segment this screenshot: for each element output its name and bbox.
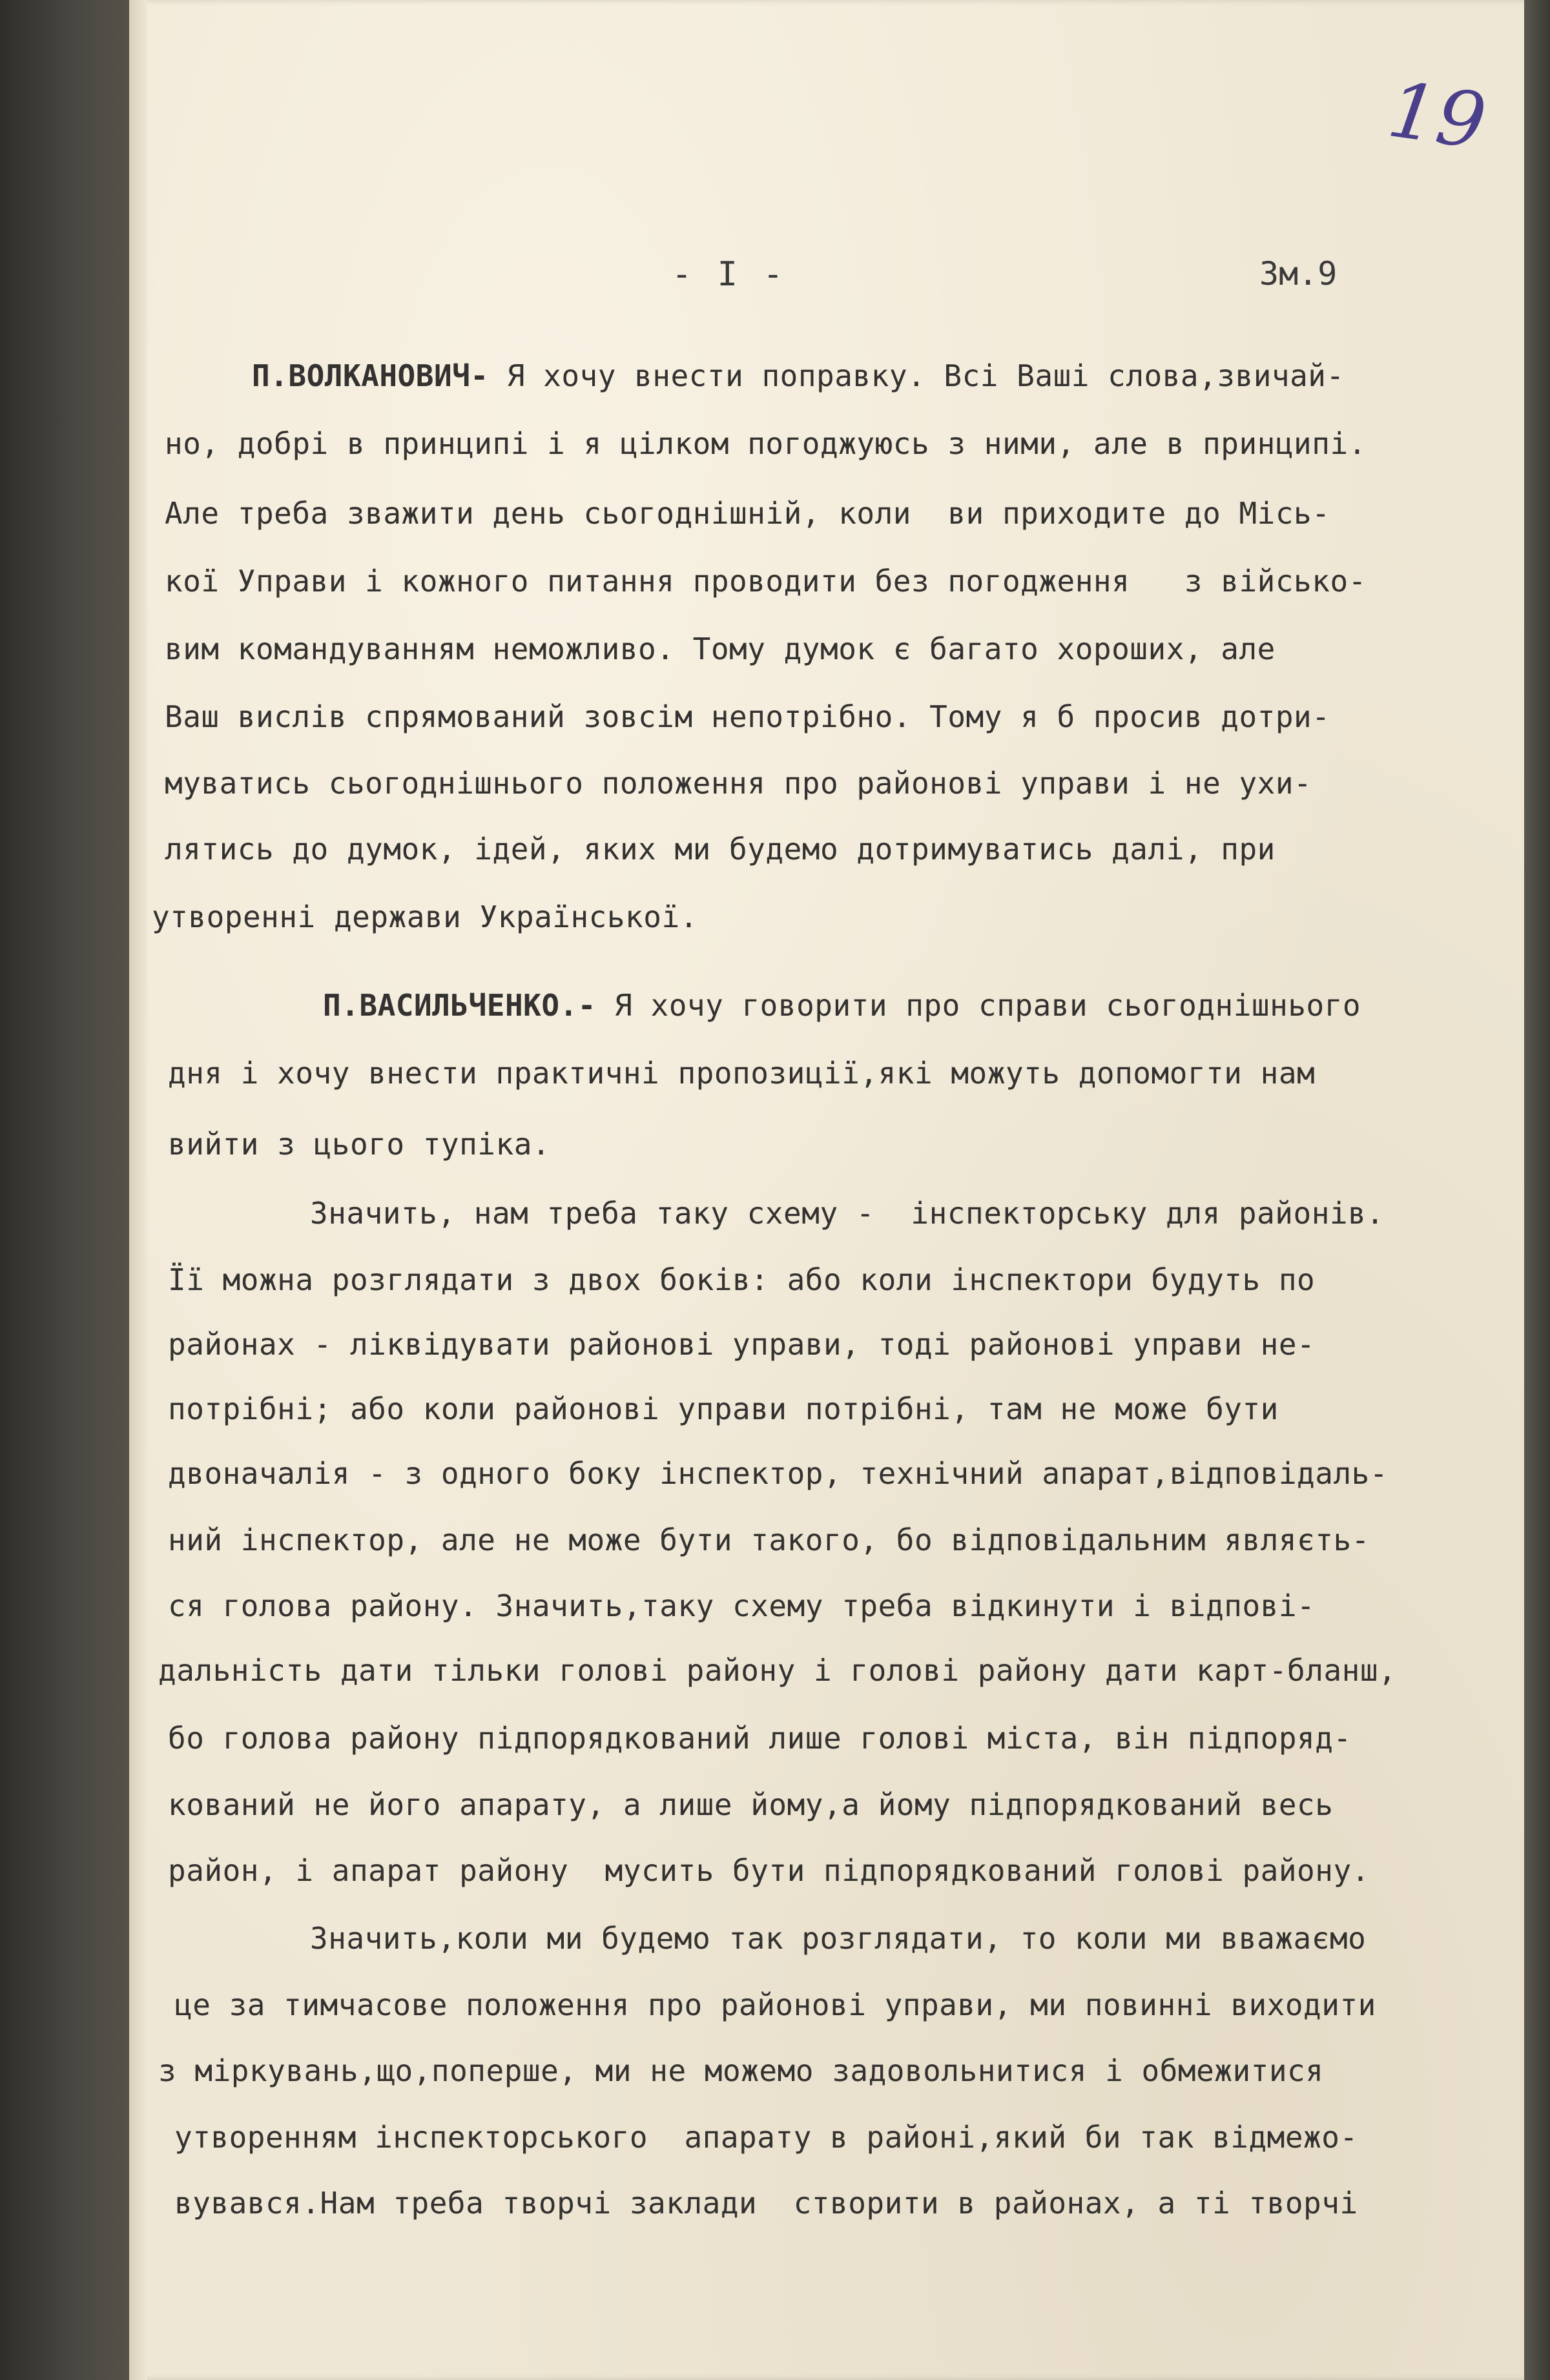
text-line: Її можна розглядати з двох боків: або коли інспектори будуть по [168,1262,1316,1297]
page-fold-edge [129,0,147,2380]
speaker-line [252,358,1345,393]
text-line: дальність дати тільки голові району і голові району дати карт-бланш, [158,1653,1397,1688]
text-line: районах - ліквідувати районові управи, тоді районові управи не- [168,1327,1316,1362]
speaker-line [323,988,1361,1023]
text-line: Але треба зважити день сьогоднішній, коли ви приходите до Місь- [165,496,1330,531]
scan-background-left [0,0,129,2380]
text-line: утворенням інспекторського апарату в районі,який би так відмежо- [174,2120,1358,2155]
document-page [129,0,1524,2380]
text-line: кований не його апарату, а лише йому,а йому підпорядкований весь [168,1787,1334,1822]
text-line: Значить, нам треба таку схему - інспекторську для районів. [310,1196,1385,1231]
speaker-name: П.ВАСИЛЬЧЕНКО.- [323,988,596,1023]
archive-folio-number: 19 [1383,65,1492,167]
text-line: вим командуванням неможливо. Тому думок є багато хороших, але [165,631,1276,666]
text-line: Я хочу говорити про справи сьогоднішнього [614,988,1361,1023]
text-line: но, добрі в принципі і я цілком погоджуюсь з ними, але в принципі. [165,426,1367,461]
text-line: муватись сьогоднішнього положення про районові управи і не ухи- [165,766,1312,801]
text-line: вийти з цього тупіка. [168,1127,551,1162]
text-line: ся голова району. Значить,таку схему треба відкинути і відпові- [168,1588,1316,1623]
scan-background-right [1524,0,1550,2380]
text-line: це за тимчасове положення про районові управи, ми повинні виходити [174,1987,1376,2022]
text-line: кої Управи і кожного питання проводити без погодження з військо- [165,564,1367,599]
text-line: район, і апарат району мусить бути підпорядкований голові району. [168,1853,1370,1888]
copy-mark: Зм.9 [1259,255,1338,292]
text-line: дня і хочу внести практичні пропозиції,які можуть допомогти нам [168,1056,1316,1091]
text-line: лятись до думок, ідей, яких ми будемо дотримуватись далі, при [165,832,1276,867]
text-line: ний інспектор, але не може бути такого, бо відповідальним являєть- [168,1523,1370,1557]
text-line: бо голова району підпорядкований лише голові міста, він підпоряд- [168,1721,1352,1756]
text-line: з міркувань,що,поперше, ми не можемо задовольнитися і обмежитися [158,2053,1324,2088]
text-line: Я хочу внести поправку. Всі Ваші слова,звичай- [506,358,1345,393]
page-number: - I - [672,255,786,294]
text-line: Значить,коли ми будемо так розглядати, то коли ми вважаємо [310,1921,1367,1956]
text-line: вувався.Нам треба творчі заклади створити в районах, а ті творчі [174,2186,1358,2221]
text-line: утворенні держави Української. [152,899,698,934]
text-line: Ваш вислів спрямований зовсім непотрібно. Тому я б просив дотри- [165,699,1330,734]
text-line: двоначалія - з одного боку інспектор, технічний апарат,відповідаль- [168,1456,1389,1491]
text-line: потрібні; або коли районові управи потрібні, там не може бути [168,1391,1279,1426]
speaker-name: П.ВОЛКАНОВИЧ- [252,358,489,393]
